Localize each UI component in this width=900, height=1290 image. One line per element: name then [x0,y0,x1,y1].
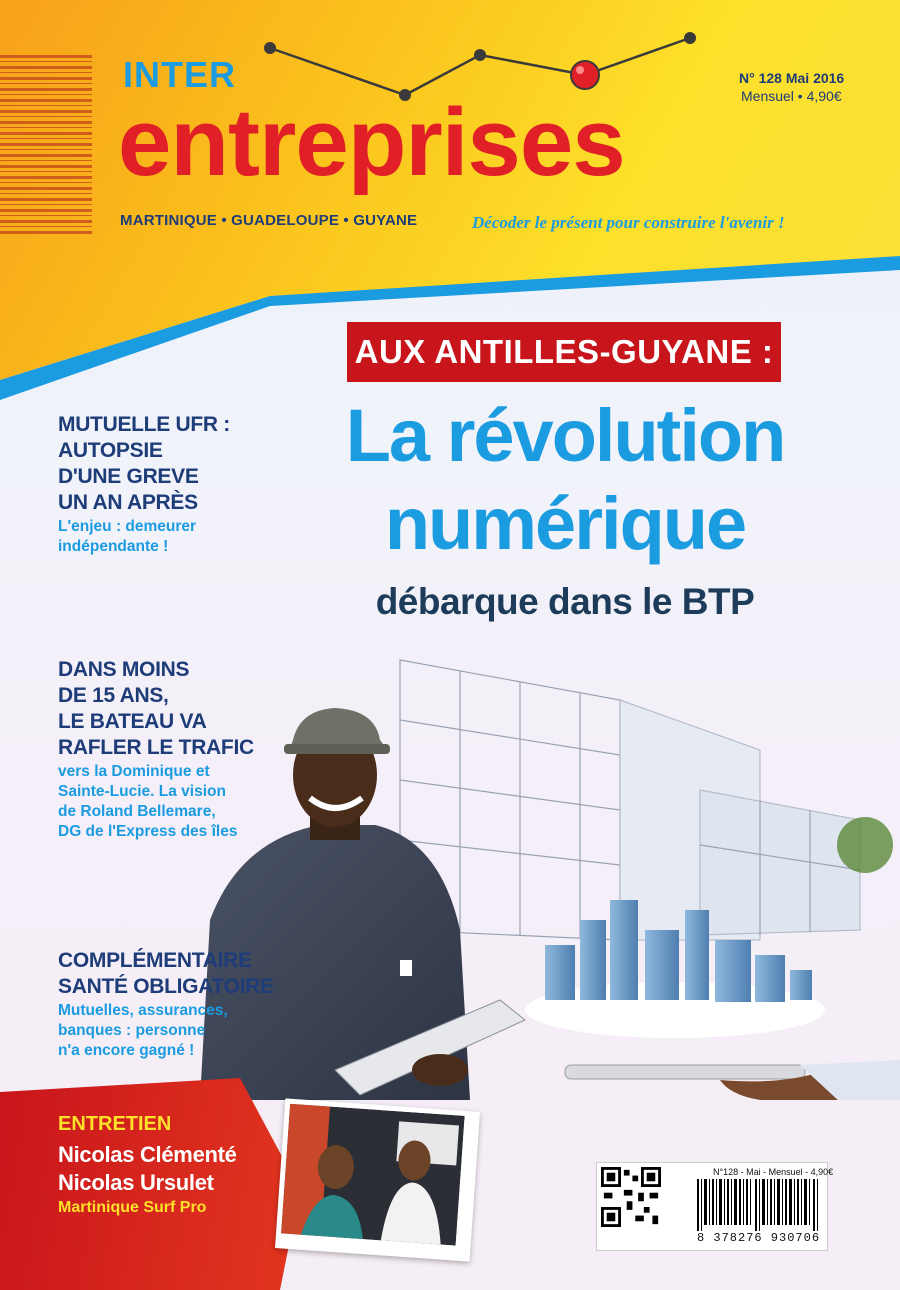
headline-line: numérique [384,482,746,565]
barcode-number: 8 378276 930706 [697,1231,821,1245]
story-desc-line: DG de l'Express des îles [58,823,238,840]
story-title-line: COMPLÉMENTAIRE [58,949,252,972]
issue-number: N° 128 Mai 2016 [739,70,845,86]
regions-line: MARTINIQUE • GUADELOUPE • GUYANE [120,212,418,229]
logo-entreprises: entreprises [118,89,625,196]
story-desc-line: L'enjeu : demeurer [58,518,197,535]
wireframe-building [400,660,860,940]
story-desc-line: de Roland Bellemare, [58,803,216,820]
side-story-mutuelle [58,412,298,557]
story-desc [58,517,298,557]
story-desc-line: indépendante ! [58,538,169,555]
interview-name: Nicolas Ursulet [58,1170,214,1195]
cover-illustration [200,640,900,1100]
story-desc-line: Sainte-Lucie. La vision [58,783,226,800]
photo-image [281,1104,465,1246]
story-title-line: DANS MOINS [58,658,190,681]
interview-name: Nicolas Clémenté [58,1142,237,1167]
story-desc-line: n'a encore gagné ! [58,1042,195,1059]
side-story-bateau [58,657,298,842]
issue-price: Mensuel • 4,90€ [741,88,842,104]
barcode-box [596,1162,834,1251]
interview-photo [275,1098,480,1261]
story-desc-line: vers la Dominique et [58,763,210,780]
story-desc [58,762,298,842]
story-title-line: MUTUELLE UFR : [58,413,230,436]
story-title [58,412,298,516]
headline-line: La révolution [345,394,785,477]
interview-organization: Martinique Surf Pro [58,1199,207,1216]
story-title-line: RAFLER LE TRAFIC [58,736,254,759]
story-title-line: DE 15 ANS, [58,684,169,707]
story-title-line: D'UNE GREVE [58,465,199,488]
story-title-line: LE BATEAU VA [58,710,207,733]
story-title [58,948,298,1000]
tagline: Décoder le présent pour construire l'avenir ! [472,213,785,232]
story-title [58,657,298,761]
story-title-line: UN AN APRÈS [58,491,198,514]
barcode-icon [697,1179,821,1231]
story-title-line: SANTÉ OBLIGATOIRE [58,975,274,998]
qr-code-icon [601,1167,661,1227]
cover-kicker: AUX ANTILLES-GUYANE : [347,322,781,382]
side-story-sante [58,948,298,1061]
tablet-hand [565,1060,900,1100]
cover-headline [330,392,800,568]
logo-inter: INTER [123,54,236,95]
interview-label: ENTRETIEN [58,1113,172,1135]
story-desc-line: Mutuelles, assurances, [58,1002,228,1019]
story-title-line: AUTOPSIE [58,439,163,462]
story-desc-line: banques : personne [58,1022,206,1039]
story-desc [58,1001,298,1061]
cover-subhead: débarque dans le BTP [375,581,755,622]
barcode-title: N°128 - Mai - Mensuel - 4,90€ [713,1167,834,1177]
